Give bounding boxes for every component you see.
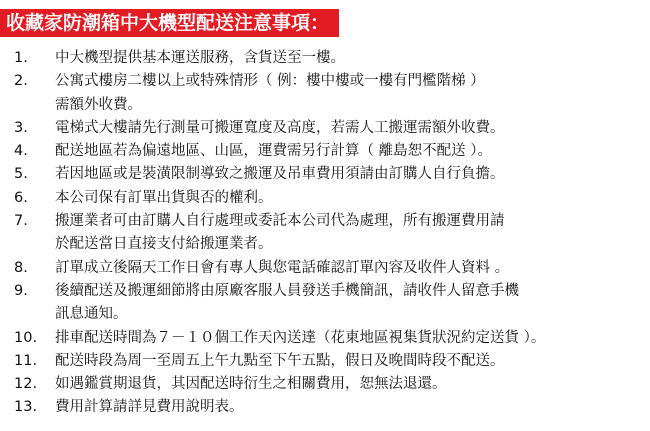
notice-item-number: 1. bbox=[14, 50, 28, 66]
notice-item-text: 本公司保有訂單出貨與否的權利。 bbox=[55, 189, 273, 206]
notice-item bbox=[0, 187, 650, 210]
notice-item-text: 配送地區若為偏遠地區、山區，運費需另行計算（ 離島恕不配送 ）。 bbox=[55, 143, 492, 160]
notice-item-text: 訊息通知。 bbox=[55, 306, 128, 323]
notice-item-number: 13. bbox=[14, 399, 38, 416]
notice-item-text: 電梯式大樓請先行測量可搬運寬度及高度，若需人工搬運需額外收費。 bbox=[55, 119, 505, 136]
notice-item-text: 如遇鑑賞期退貨，其因配送時衍生之相關費用，恕無法退還。 bbox=[55, 376, 447, 393]
notice-item bbox=[0, 350, 650, 373]
notice-item-text: 配送時段為周一至周五上午九點至下午五點，假日及晚間時段不配送。 bbox=[55, 352, 505, 369]
notice-item-text: 需額外收費。 bbox=[55, 96, 142, 113]
notice-item bbox=[0, 117, 650, 140]
notice-item bbox=[0, 373, 650, 396]
notice-item-text: 若因地區或是裝潢限制導致之搬運及吊車費用須請由訂購人自行負擔。 bbox=[55, 166, 505, 183]
notice-item-number: 6. bbox=[14, 189, 28, 206]
notice-item-text: 於配送當日直接支付給搬運業者。 bbox=[55, 236, 273, 253]
notice-list bbox=[0, 47, 650, 420]
notice-item bbox=[0, 47, 650, 70]
notice-item-text: 後續配送及搬運細節將由原廠客服人員發送手機簡訊，請收件人留意手機 bbox=[55, 282, 519, 299]
notice-item bbox=[0, 163, 650, 186]
notice-item bbox=[0, 396, 650, 419]
notice-item bbox=[0, 280, 650, 327]
notice-item bbox=[0, 70, 650, 117]
notice-item-number: 12. bbox=[14, 376, 38, 393]
notice-item-number: 3. bbox=[14, 119, 28, 136]
notice-item-text: 費用計算請詳見費用說明表。 bbox=[55, 399, 244, 416]
notice-item-text: 公寓式樓房二樓以上或特殊情形（ 例：樓中樓或一樓有門檻階梯 ） bbox=[55, 73, 485, 90]
notice-item-number: 4. bbox=[14, 143, 28, 160]
notice-item-number: 10. bbox=[14, 329, 38, 346]
notice-item-text: 搬運業者可由訂購人自行處理或委託本公司代為處理，所有搬運費用請 bbox=[55, 213, 505, 230]
notice-item-number: 11. bbox=[14, 352, 38, 369]
notice-item-number: 9. bbox=[14, 282, 28, 299]
notice-item-text: 中大機型提供基本運送服務，含貨送至一樓。 bbox=[55, 50, 345, 66]
notice-item-number: 5. bbox=[14, 166, 28, 183]
notice-item bbox=[0, 140, 650, 163]
notice-item-text: 排車配送時間為７－１０個工作天內送達（花東地區視集貨狀況約定送貨 ）。 bbox=[55, 329, 546, 346]
notice-item-number: 7. bbox=[14, 213, 28, 230]
notice-item-number: 2. bbox=[14, 73, 28, 90]
notice-item-text: 訂單成立後隔天工作日會有專人與您電話確認訂單內容及收件人資料 。 bbox=[55, 259, 510, 276]
notice-title: 收藏家防潮箱中大機型配送注意事項： bbox=[0, 9, 339, 37]
notice-item bbox=[0, 210, 650, 257]
notice-item-number: 8. bbox=[14, 259, 28, 276]
notice-item bbox=[0, 327, 650, 350]
notice-item bbox=[0, 257, 650, 280]
